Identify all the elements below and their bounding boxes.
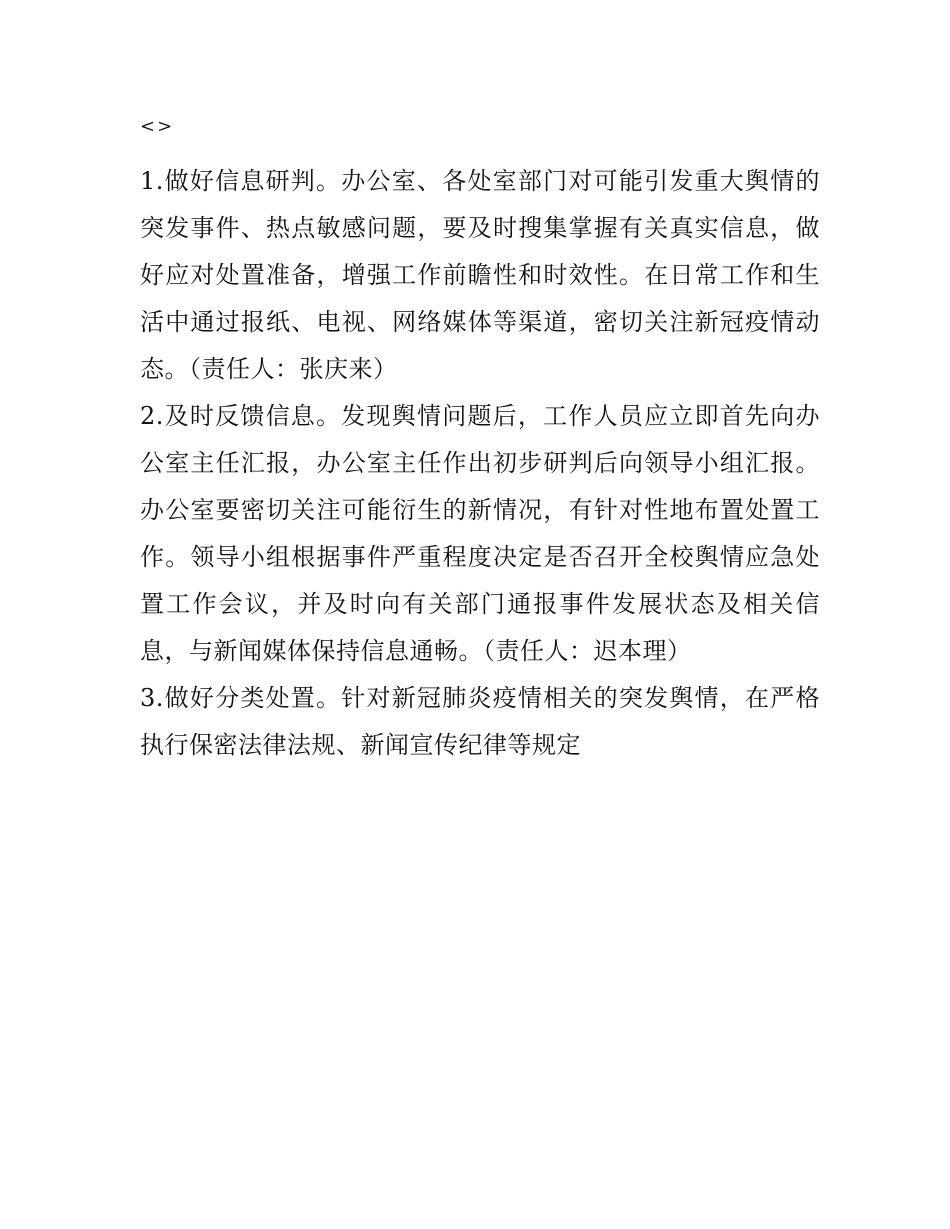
- paragraph-2: 2.及时反馈信息。发现舆情问题后，工作人员应立即首先向办公室主任汇报，办公室主任作出初步研判后向领导小组汇报。办公室要密切关注可能衍生的新情况，有针对性地布置处置工作。领导小组根据事件严重程度决定是否召开全校舆情应急处置工作会议，并及时向有关部门通报事件发展状态及相关信息，与新闻媒体保持信息通畅。（责任人：迟本理）: [140, 402, 820, 665]
- paragraph-1: 1.做好信息研判。办公室、各处室部门对可能引发重大舆情的突发事件、热点敏感问题，要及时搜集掌握有关真实信息，做好应对处置准备，增强工作前瞻性和时效性。在日常工作和生活中通过报纸、电视、网络媒体等渠道，密切关注新冠疫情动态。（责任人：张庆来）: [140, 167, 820, 383]
- document-body: [140, 112, 820, 769]
- paragraph-3: 3.做好分类处置。针对新冠肺炎疫情相关的突发舆情，在严格执行保密法律法规、新闻宣传纪律等规定: [140, 684, 820, 759]
- section-marker: <>: [140, 116, 175, 137]
